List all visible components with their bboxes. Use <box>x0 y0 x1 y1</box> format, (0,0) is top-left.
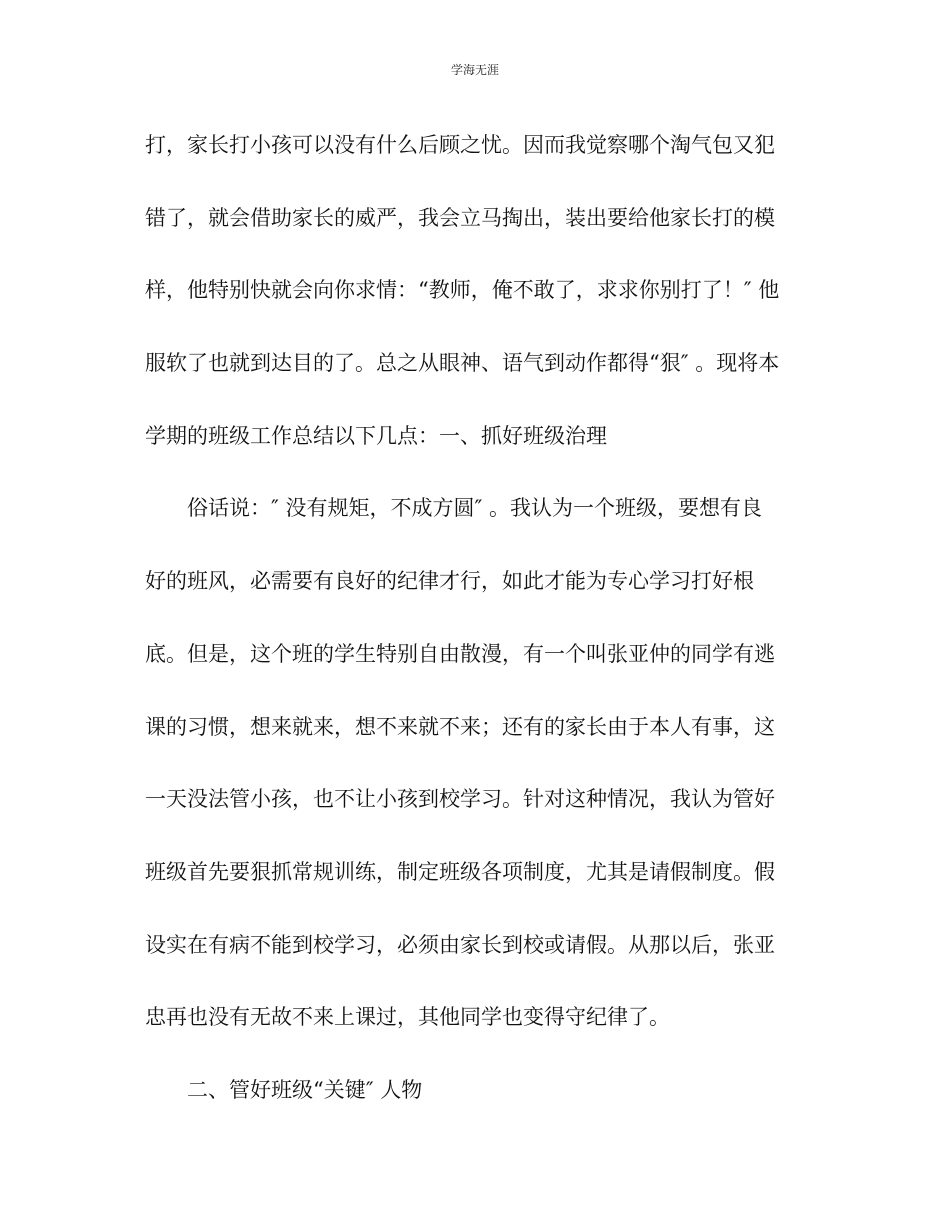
text-line: 样，他特别快就会向你求情：“教师，俺不敢了，求求你别打了！″ 他 <box>145 278 780 303</box>
text-line: 二、管好班级“关键″ 人物 <box>187 1077 423 1102</box>
running-header: 学海无涯 <box>450 63 499 77</box>
text-line: 错了，就会借助家长的威严，我会立马掏出，装出要给他家长打的模 <box>145 205 775 230</box>
text-line: 课的习惯，想来就来，想不来就不来；还有的家长由于本人有事，这 <box>145 714 775 739</box>
text-line: 服软了也就到达目的了。总之从眼神、语气到动作都得“狠″ 。现将本 <box>145 351 780 376</box>
text-line: 一天没法管小孩，也不让小孩到校学习。针对这种情况，我认为管好 <box>145 787 775 812</box>
text-line: 设实在有病不能到校学习，必须由家长到校或请假。从那以后，张亚 <box>145 932 775 957</box>
text-line: 学期的班级工作总结以下几点：一、抓好班级治理 <box>145 423 607 448</box>
body-text <box>145 120 810 1138</box>
text-line: 底。但是，这个班的学生特别自由散漫，有一个叫张亚仲的同学有逃 <box>145 641 775 666</box>
text-line: 打，家长打小孩可以没有什么后顾之忧。因而我觉察哪个淘气包又犯 <box>145 133 775 157</box>
text-line: 好的班风，必需要有良好的纪律才行，如此才能为专心学习打好根 <box>145 569 754 594</box>
text-line: 俗话说：″ 没有规矩，不成方圆″ 。我认为一个班级，要想有良 <box>187 496 763 521</box>
text-line: 忠再也没有无故不来上课过，其他同学也变得守纪律了。 <box>145 1005 670 1030</box>
text-line: 班级首先要狠抓常规训练，制定班级各项制度，尤其是请假制度。假 <box>145 859 775 884</box>
